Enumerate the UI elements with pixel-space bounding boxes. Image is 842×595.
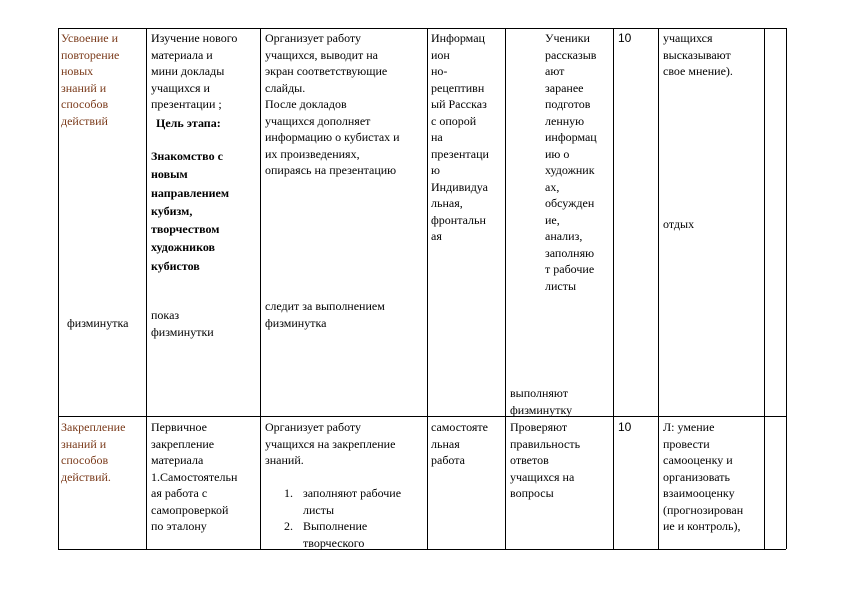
text-line: фронтальн [431,212,486,227]
text-line: знаний и [61,80,107,95]
grid-line [786,28,787,549]
list-item [284,485,401,518]
text-line: высказывают [663,47,731,62]
text-line: льная, [431,196,463,210]
text-line: учащихся [663,31,713,45]
text-line: физминутки [151,324,214,339]
text-line: самопроверкой [151,502,229,517]
row1-result-extra [663,216,694,233]
text-line: художник [545,163,595,177]
row2-teacher [265,419,395,469]
text-line: 10 [618,31,632,45]
text-line: взаимооценку [663,486,735,500]
text-line: ю [431,163,440,177]
grid-line [427,28,428,549]
list-item [284,518,401,551]
text-line: по эталону [151,519,207,533]
text-line: физминутка [67,316,129,330]
text-line: физминутка [265,315,327,330]
text-line: самооценку и [663,453,733,467]
row2-stage [61,419,125,485]
text-line: заполняю [545,245,595,260]
list-number: 2. [284,519,293,533]
grid-line [58,416,786,417]
text-line: Л: умение [663,420,715,434]
text-line: 1.Самостоятельн [151,469,238,484]
text-line: Усвоение и [61,31,119,45]
row2-students [510,419,580,502]
text-line: ленную [545,113,585,128]
text-line: ая работа с [151,486,208,500]
text-line: ответов [510,453,549,467]
row2-content [151,419,237,535]
text-line: ие и контроль), [663,519,741,533]
text-line: 10 [618,420,632,434]
text-line: мини доклады [151,64,225,78]
text-line: листы [303,502,335,517]
text-line: организовать [663,469,731,484]
text-line: новых [61,64,94,78]
grid-line [58,28,59,549]
row1-stage-extra [67,315,128,332]
text-line: Организует работу [265,31,362,45]
text-line: Ученики [545,31,590,45]
text-line: слайды. [265,80,306,95]
text-line: направлением [151,185,230,200]
text-line: кубизм, [151,203,193,218]
row2-teacher-list [284,485,401,551]
text-line: учащихся и [151,80,210,95]
text-line: выполняют [510,386,568,400]
row1-students-extra [510,385,572,418]
text-line: вопросы [510,486,554,500]
text-line: показ [151,308,180,322]
text-line: ый Рассказ [431,97,487,111]
row2-form [431,419,488,469]
text-line: физминутку [510,402,573,417]
text-line: После докладов [265,97,347,111]
row1-content [151,30,237,113]
grid-line [58,28,786,29]
text-line: информац [545,130,597,144]
list-number: 1. [284,486,293,500]
text-line: на [431,130,443,144]
text-line: Знакомство с [151,149,223,163]
grid-line [260,28,261,549]
text-line: способов [61,453,109,467]
text-line: учащихся на закрепление [265,436,396,451]
text-line: Индивидуа [431,179,488,194]
text-line: повторение [61,47,120,62]
grid-line [58,549,786,550]
text-line: отдых [663,217,695,231]
text-line: Выполнение [303,519,368,533]
text-line: опираясь на презентацию [265,163,397,177]
row2-result [663,419,743,535]
text-line: ие, [545,212,560,227]
text-line: свое мнение). [663,64,733,78]
text-line: материала [151,453,204,467]
text-line: заполняют рабочие [303,486,402,500]
text-line: новым [151,167,188,182]
text-line: закрепление [151,436,215,451]
text-line: ают [545,64,565,78]
text-line: ая [431,229,442,243]
text-line: провести [663,436,710,451]
text-line: способов [61,97,109,111]
text-line: с опорой [431,113,477,128]
text-line: обсужден [545,196,595,210]
text-line: Первичное [151,420,208,434]
text-line: действий. [61,469,111,484]
text-line: знаний. [265,453,304,467]
text-line: их произведениях, [265,146,360,161]
row1-content-extra [151,307,214,340]
text-line: т рабочие [545,262,595,276]
text-line: самостояте [431,420,488,434]
row1-stage [61,30,119,129]
text-line: листы [545,278,577,293]
text-line: ион [431,47,450,62]
text-line: Цель этапа: [156,116,221,130]
text-line: правильность [510,436,581,451]
text-line: (прогнозирован [663,502,744,517]
row1-goal-label [156,115,221,132]
text-line: художников [151,240,216,255]
grid-line [505,28,506,549]
grid-line [658,28,659,549]
row1-goal [151,147,229,275]
row1-teacher [265,30,400,179]
text-line: рецептивн [431,80,485,95]
text-line: подготов [545,97,591,111]
text-line: кубистов [151,258,200,273]
text-line: творческого [303,535,365,550]
row1-form [431,30,489,245]
text-line: Изучение нового [151,31,238,45]
text-line: но- [431,64,448,78]
row2-time [618,419,631,436]
text-line: Закрепление [61,420,126,434]
text-line: работа [431,453,465,467]
grid-line [764,28,765,549]
text-line: учащихся на [510,469,575,484]
text-line: презентаци [431,146,489,161]
text-line: следит за выполнением [265,299,385,313]
text-line: рассказыв [545,47,597,62]
text-line: льная [431,436,460,451]
text-line: творчеством [151,222,220,237]
text-line: учащихся дополняет [265,113,371,128]
text-line: анализ, [545,229,583,243]
text-line: ию о [545,146,570,161]
text-line: заранее [545,80,584,95]
row1-time [618,30,631,47]
text-line: действий [61,113,108,128]
row1-result [663,30,733,80]
row1-students [545,30,597,294]
text-line: ах, [545,179,560,194]
text-line: Организует работу [265,420,362,434]
grid-line [613,28,614,549]
text-line: учащихся, выводит на [265,47,379,62]
text-line: экран соответствующие [265,64,388,78]
text-line: информацию о кубистах и [265,130,400,144]
text-line: Проверяют [510,420,568,434]
text-line: материала и [151,47,213,62]
text-line: презентации ; [151,97,222,111]
text-line: Информац [431,31,485,45]
row1-teacher-extra [265,298,385,331]
text-line: знаний и [61,436,107,451]
grid-line [146,28,147,549]
